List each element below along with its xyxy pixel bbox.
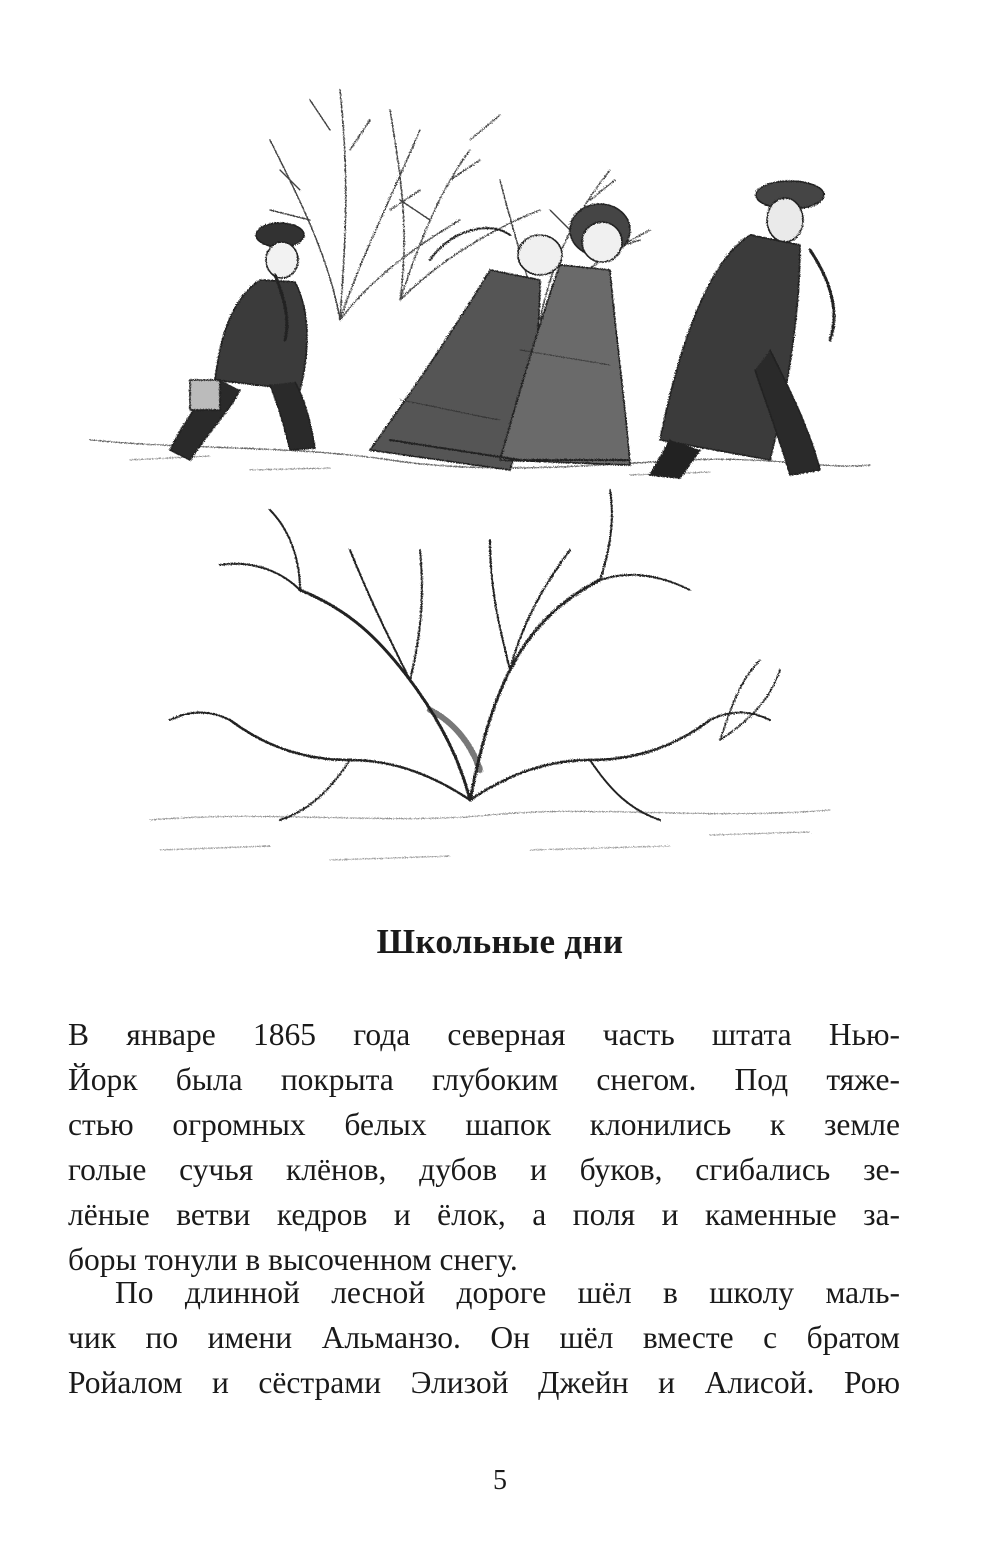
text-line: чик по имени Альманзо. Он шёл вместе с братом bbox=[68, 1320, 900, 1355]
paragraph-2 bbox=[68, 1270, 900, 1405]
text-line: Ройалом и сёстрами Элизой Джейн и Алисой. Рою bbox=[68, 1365, 900, 1400]
page-number: 5 bbox=[493, 1465, 507, 1496]
text-line: По длинной лесной дороге шёл в школу маль- bbox=[115, 1275, 900, 1310]
text-line: боры тонули в высоченном снегу. bbox=[68, 1242, 518, 1277]
text-line: голые сучья клёнов, дубов и буков, сгибались зе- bbox=[68, 1152, 900, 1187]
paragraph-1 bbox=[68, 1012, 900, 1282]
chapter-title: Школьные дни bbox=[376, 922, 624, 961]
figure-girls-middle bbox=[370, 204, 630, 470]
figure-boy-left bbox=[170, 223, 315, 460]
snow-foreground bbox=[150, 810, 830, 820]
text-line: лёные ветви кедров и ёлок, а поля и каменные за- bbox=[68, 1197, 900, 1232]
illustration-children-in-snow bbox=[70, 20, 930, 900]
foreground-bare-bush bbox=[170, 490, 780, 820]
text-line: В январе 1865 года северная часть штата Нью- bbox=[68, 1017, 900, 1052]
text-line: Йорк была покрыта глубоким снегом. Под тяже- bbox=[68, 1062, 900, 1097]
text-line: стью огромных белых шапок клонились к земле bbox=[68, 1107, 900, 1142]
figure-boy-right bbox=[650, 181, 834, 478]
